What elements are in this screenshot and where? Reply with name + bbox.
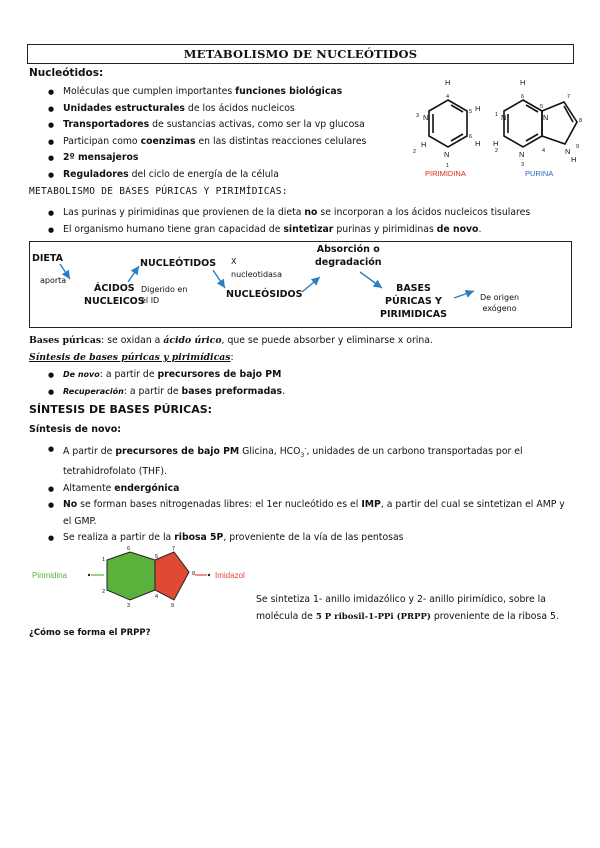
svg-text:7: 7 (172, 546, 176, 552)
list-item: ● Participan como coenzimas en las distintas reacciones celulares (48, 134, 398, 151)
atom-label: 1 (495, 112, 499, 118)
atom-label: 6 (469, 134, 473, 140)
list-item: ● De novo: a partir de precursores de bajo PM (48, 367, 448, 384)
metabolismo-heading: METABOLISMO DE BASES PÚRICAS Y PIRIMÍDICAS: (29, 186, 288, 197)
flow-absorcion: Absorción o degradación (315, 244, 382, 268)
nucleotidos-heading: Nucleótidos: (29, 67, 104, 79)
atom-label: H (475, 139, 481, 148)
atom-label: N (565, 147, 571, 156)
atom-label: 9 (576, 144, 580, 150)
flow-nucleotidasa: nucleotidasa (231, 270, 282, 279)
atom-label: 3 (416, 113, 420, 119)
sintesis-heading: Síntesis de bases púricas y pirimídicas: (29, 352, 234, 363)
list-item: ● Las purinas y pirimidinas que provienen de la dieta no se incorporan a los ácidos nucleicos tisulares (48, 205, 578, 222)
atom-label: H (475, 104, 481, 113)
flow-nucleosidos: NUCLEÓSIDOS (226, 289, 303, 300)
svg-text:9: 9 (171, 603, 175, 609)
purine-ring-diagram (29, 542, 289, 614)
atom-label: N (501, 113, 507, 122)
arrow (213, 270, 225, 288)
atom-label: 4 (446, 94, 450, 100)
svg-text:6: 6 (127, 546, 131, 552)
flow-origen: De origen exógeno (480, 293, 520, 313)
atom-label: N (423, 113, 429, 122)
flow-diagram (29, 241, 572, 328)
atom-label: H (421, 140, 427, 149)
atom-label: N (519, 150, 525, 159)
pirimidina-label: PIRIMIDINA (425, 169, 466, 178)
flow-nucleotidos: NUCLEÓTIDOS (140, 258, 217, 269)
svg-text:1: 1 (102, 557, 106, 563)
prpp-description: Se sintetiza 1- anillo imidazólico y 2- anillo pirimídico, sobre la molécula de 5 P ribosil-1-PPi (PRPP) proveniente de la ribosa 5. (256, 594, 559, 622)
arrow (360, 272, 382, 288)
svg-text:5: 5 (155, 554, 159, 560)
sintesis-list (48, 367, 448, 400)
sintesis-puricas-heading: SÍNTESIS DE BASES PÚRICAS: (29, 403, 213, 416)
arrow (128, 266, 139, 282)
bases-puricas-line: Bases púricas: se oxidan a ácido úrico, que se puede absorber y eliminarse x orina. (29, 335, 433, 346)
list-item: ● Se realiza a partir de la ribosa 5P, proveniente de la vía de las pentosas (48, 530, 578, 547)
arrow (454, 291, 474, 298)
atom-label: 8 (579, 118, 583, 124)
sintesis-novo-subheading: Síntesis de novo: (29, 424, 122, 435)
list-item: ● Altamente endergónica (48, 481, 578, 498)
svg-text:8: 8 (192, 571, 196, 577)
imidazol-ring-label: Imidazol (215, 571, 245, 580)
atom-label: H (445, 78, 451, 87)
atom-label: 3 (521, 162, 525, 168)
list-item: ● Recuperación: a partir de bases preformadas. (48, 384, 448, 401)
atom-label: 6 (521, 94, 525, 100)
svg-text:4: 4 (155, 594, 159, 600)
pyrimidine-atoms (413, 78, 480, 169)
atom-label: N (444, 150, 450, 159)
list-item: ● El organismo humano tiene gran capacidad de sintetizar purinas y pirimidinas de novo. (48, 222, 578, 239)
metabolismo-list (48, 205, 578, 238)
purine-atoms (493, 78, 582, 168)
list-item: ● Moléculas que cumplen importantes funciones biológicas (48, 84, 398, 101)
atom-label: H (571, 155, 577, 164)
list-item: ● A partir de precursores de bajo PM Glicina, $HCO_3^-$, unidades de un carbono transportadas por el tetrahidrofolato (THF). (48, 441, 578, 481)
imidazol-ring (155, 552, 189, 600)
atom-label: 4 (542, 148, 546, 154)
atom-label: H (493, 139, 499, 148)
atom-label: 5 (540, 104, 544, 110)
list-item: ● Unidades estructurales de los ácidos nucleicos (48, 101, 398, 118)
base-structures (405, 74, 595, 184)
flow-aporta: aporta (40, 276, 67, 285)
flow-dieta: DIETA (32, 253, 64, 264)
page-title: METABOLISMO DE NUCLEÓTIDOS (27, 44, 574, 64)
flow-bases: BASES PÚRICAS Y PIRIMIDICAS (380, 283, 447, 320)
flow-x: X (231, 257, 237, 266)
list-item: ● Transportadores de sustancias activas, como ser la vp glucosa (48, 117, 398, 134)
list-item: ● 2º mensajeros (48, 150, 398, 167)
list-item: ● No se forman bases nitrogenadas libres: el 1er nucleótido es el IMP, a partir del cual se sintetizan el AMP y el GMP. (48, 497, 578, 530)
arrow (302, 277, 320, 292)
atom-label: 7 (567, 94, 571, 100)
atom-label: 1 (446, 163, 450, 169)
pyrimidine-ring (429, 100, 467, 147)
atom-label: N (543, 113, 549, 122)
sintesis-puricas-list (48, 441, 578, 547)
pirimidina-ring (107, 552, 155, 600)
atom-label: 2 (413, 149, 417, 155)
nucleotidos-list (48, 84, 398, 183)
atom-label: 2 (495, 148, 499, 154)
list-item: ● Reguladores del ciclo de energía de la célula (48, 167, 398, 184)
flow-acidos-nucleicos: ÁCIDOS NUCLEICOS (84, 283, 145, 307)
flow-digerido: Digerido en el ID (141, 285, 188, 305)
atom-label: H (520, 78, 526, 87)
purina-label: PURINA (525, 169, 554, 178)
prpp-question: ¿Cómo se forma el PRPP? (29, 628, 151, 638)
svg-text:3: 3 (127, 603, 131, 609)
atom-label: 5 (469, 109, 473, 115)
svg-text:2: 2 (102, 589, 106, 595)
pirimidina-ring-label: Pirimidina (32, 571, 68, 580)
